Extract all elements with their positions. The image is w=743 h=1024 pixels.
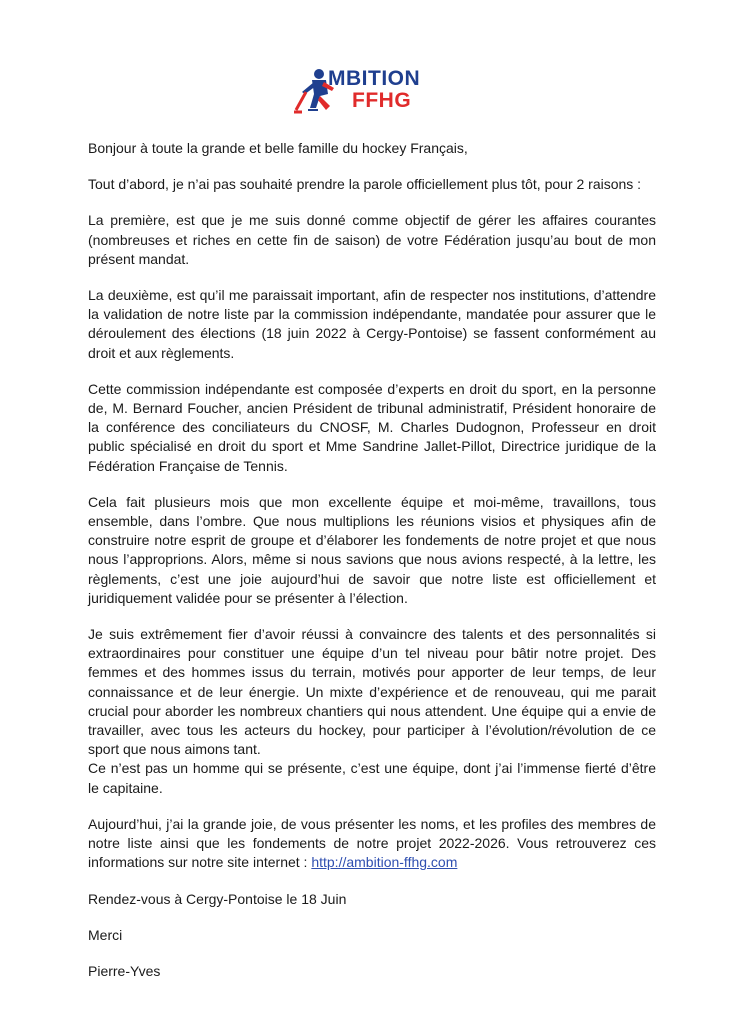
letter-body: [88, 139, 656, 981]
paragraph-presentation: [88, 815, 656, 873]
rendezvous-line: Rendez-vous à Cergy-Pontoise le 18 Juin: [88, 890, 347, 907]
paragraph-second-reason: La deuxième, est qu’il me paraissait important, afin de respecter nos institutions, d’attendre la validation de notre liste par la commission indépendante, mandatée pour assurer que le déroulement des élections (18 juin 2022 à Cergy-Pontoise) se fassent conformément au droit et aux règlements.: [88, 287, 656, 361]
signature: Pierre-Yves: [88, 962, 161, 979]
presentation-text: Aujourd’hui, j’ai la grande joie, de vous présenter les noms, et les profiles des membres de notre liste ainsi que les fondements de notre projet 2022-2026. Vous retrouverez ces informations sur notre site internet :: [88, 815, 656, 871]
logo-text-ffhg: FFHG: [352, 89, 412, 112]
thanks-line: Merci: [88, 926, 123, 943]
ambition-ffhg-logo: [292, 66, 452, 118]
paragraph-captain: Ce n’est pas un homme qui se présente, c’est une équipe, dont j’ai l’immense fierté d’être le capitaine.: [88, 760, 656, 796]
paragraph-proud: Je suis extrêmement fier d’avoir réussi à convaincre des talents et des personnalités si extraordinaires pour constituer une équipe d’un tel niveau pour bâtir notre projet. Des femmes et des hommes issus du terrain, motivés pour apporter de leur temps, de leur connaissance et de leur énergie. Un mixte d’expérience et de renouveau, qui me parait crucial pour aborder les nombreux chantiers qui nous attendent. Une équipe qui a envie de travailler, avec tous les acteurs du hockey, pour participer à l’évolution/révolution de ce sport que nous aimons tant.: [88, 626, 656, 758]
paragraph-commission: Cette commission indépendante est composée d’experts en droit du sport, en la personne de, M. Bernard Foucher, ancien Président de tribunal administratif, Président honoraire de la conférence des conciliateurs du CNOSF, M. Charles Dudognon, Professeur en droit public spécialisé en droit du sport et Mme Sandrine Jallet-Pillot, Directrice juridique de la Fédération Française de Tennis.: [88, 380, 656, 474]
intro-paragraph: Tout d’abord, je n’ai pas souhaité prendre la parole officiellement plus tôt, pour 2 raisons :: [88, 176, 642, 193]
logo-text-ambition: MBITION: [328, 67, 421, 90]
website-link[interactable]: http://ambition-ffhg.com: [311, 854, 458, 871]
greeting: Bonjour à toute la grande et belle famille du hockey Français,: [88, 140, 468, 156]
paragraph-first-reason: La première, est que je me suis donné comme objectif de gérer les affaires courantes (nombreuses et riches en cette fin de saison) de votre Fédération jusqu’au bout de mon présent mandat.: [88, 212, 656, 267]
paragraph-team-work: Cela fait plusieurs mois que mon excellente équipe et moi-même, travaillons, tous ensemble, dans l’ombre. Que nous multiplions les réunions visios et physiques afin de construire notre esprit de groupe et d’élaborer les fondements de notre projet et que nous nous l’approprions. Alors, même si nous savions que nous avions respecté, à la lettre, les règlements, c’est une joie aujourd’hui de savoir que notre liste est officiellement et juridiquement validée pour se présenter à l’élection.: [88, 493, 656, 606]
